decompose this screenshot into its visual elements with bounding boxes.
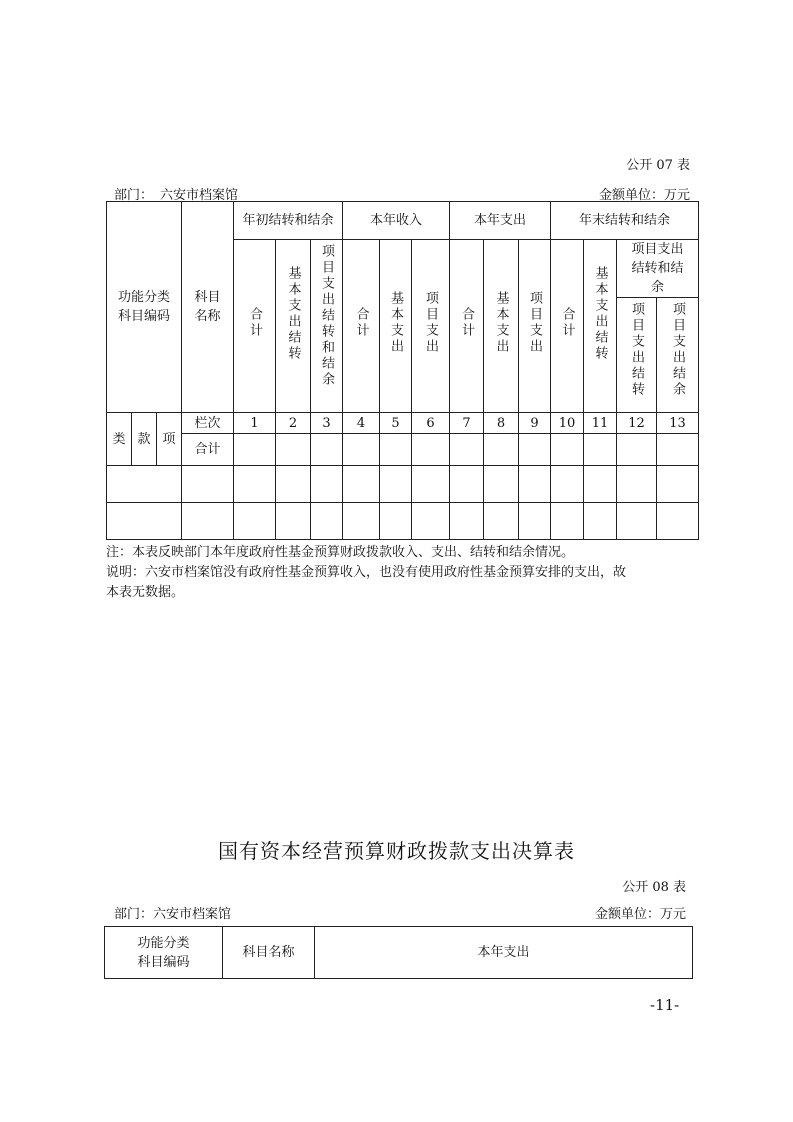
header-opening-balance: 年初结转和结余 [234, 202, 343, 240]
col-num: 4 [343, 413, 380, 434]
header-income: 本年收入 [343, 202, 450, 240]
h-proj-exp-2: 项目支出 [412, 240, 450, 413]
h-basic-carry-1: 基本支出结转 [276, 240, 311, 413]
h-proj-carry-1: 项目支出结转和结余 [311, 240, 343, 413]
col-num: 12 [617, 413, 657, 434]
h-proj-exp-3: 项目支出 [519, 240, 551, 413]
table08-unit: 金额单位：万元 [594, 907, 686, 922]
col-num: 8 [484, 413, 519, 434]
t08-header-subject: 科目名称 [223, 927, 315, 979]
h-total-1: 合计 [234, 240, 276, 413]
col-num: 10 [551, 413, 584, 434]
table07-unit: 金额单位：万元 [598, 188, 690, 203]
col-num: 3 [311, 413, 343, 434]
col-num: 2 [276, 413, 311, 434]
h-basic-carry-4: 基本支出结转 [584, 240, 617, 413]
h-total-4: 合计 [551, 240, 584, 413]
header-subject: 科目名称 [182, 202, 234, 413]
col-num: 13 [657, 413, 699, 434]
col-num: 7 [450, 413, 484, 434]
col-num: 6 [412, 413, 450, 434]
row-heji: 合计 [182, 434, 234, 466]
t08-header-expense: 本年支出 [315, 927, 693, 979]
h-proj-carry-4: 项目支出结转 [617, 298, 657, 413]
table07 [106, 201, 699, 540]
table08-title: 国有资本经营预算财政拨款支出决算表 [218, 839, 575, 863]
header-expense: 本年支出 [450, 202, 551, 240]
h-proj-balance-4: 项目支出结余 [657, 298, 699, 413]
header-closing-balance: 年末结转和结余 [551, 202, 699, 240]
h-total-3: 合计 [450, 240, 484, 413]
table08-dept: 部门：六安市档案馆 [114, 907, 232, 922]
note-2b: 本表无数据。 [106, 585, 185, 600]
table08 [104, 926, 693, 979]
t08-header-func-code: 功能分类科目编码 [105, 927, 223, 979]
col-num: 9 [519, 413, 551, 434]
h-proj-sub-4: 项目支出结转和结余 [617, 240, 699, 298]
col-num: 5 [380, 413, 412, 434]
table-row [107, 466, 699, 503]
h-kuan: 款 [132, 413, 157, 466]
h-lei: 类 [107, 413, 132, 466]
table07-dept-label: 部门： [114, 188, 154, 203]
table07-dept-name: 六安市档案馆 [160, 188, 239, 203]
table08-code: 公开 08 表 [622, 880, 686, 895]
header-func-code: 功能分类科目编码 [107, 202, 182, 413]
table07-code: 公开 07 表 [626, 158, 690, 173]
h-basic-exp-3: 基本支出 [484, 240, 519, 413]
h-basic-exp-2: 基本支出 [380, 240, 412, 413]
table-row-total [107, 434, 699, 466]
col-num: 11 [584, 413, 617, 434]
row-lanci: 栏次 [182, 413, 234, 434]
note-2a: 说明：六安市档案馆没有政府性基金预算收入，也没有使用政府性基金预算安排的支出，故 [106, 565, 627, 580]
col-num: 1 [234, 413, 276, 434]
h-xiang: 项 [157, 413, 182, 466]
h-total-2: 合计 [343, 240, 380, 413]
note-1: 注：本表反映部门本年度政府性基金预算财政拨款收入、支出、结转和结余情况。 [106, 545, 575, 560]
page-number: -11- [650, 996, 680, 1014]
table-row [107, 503, 699, 540]
